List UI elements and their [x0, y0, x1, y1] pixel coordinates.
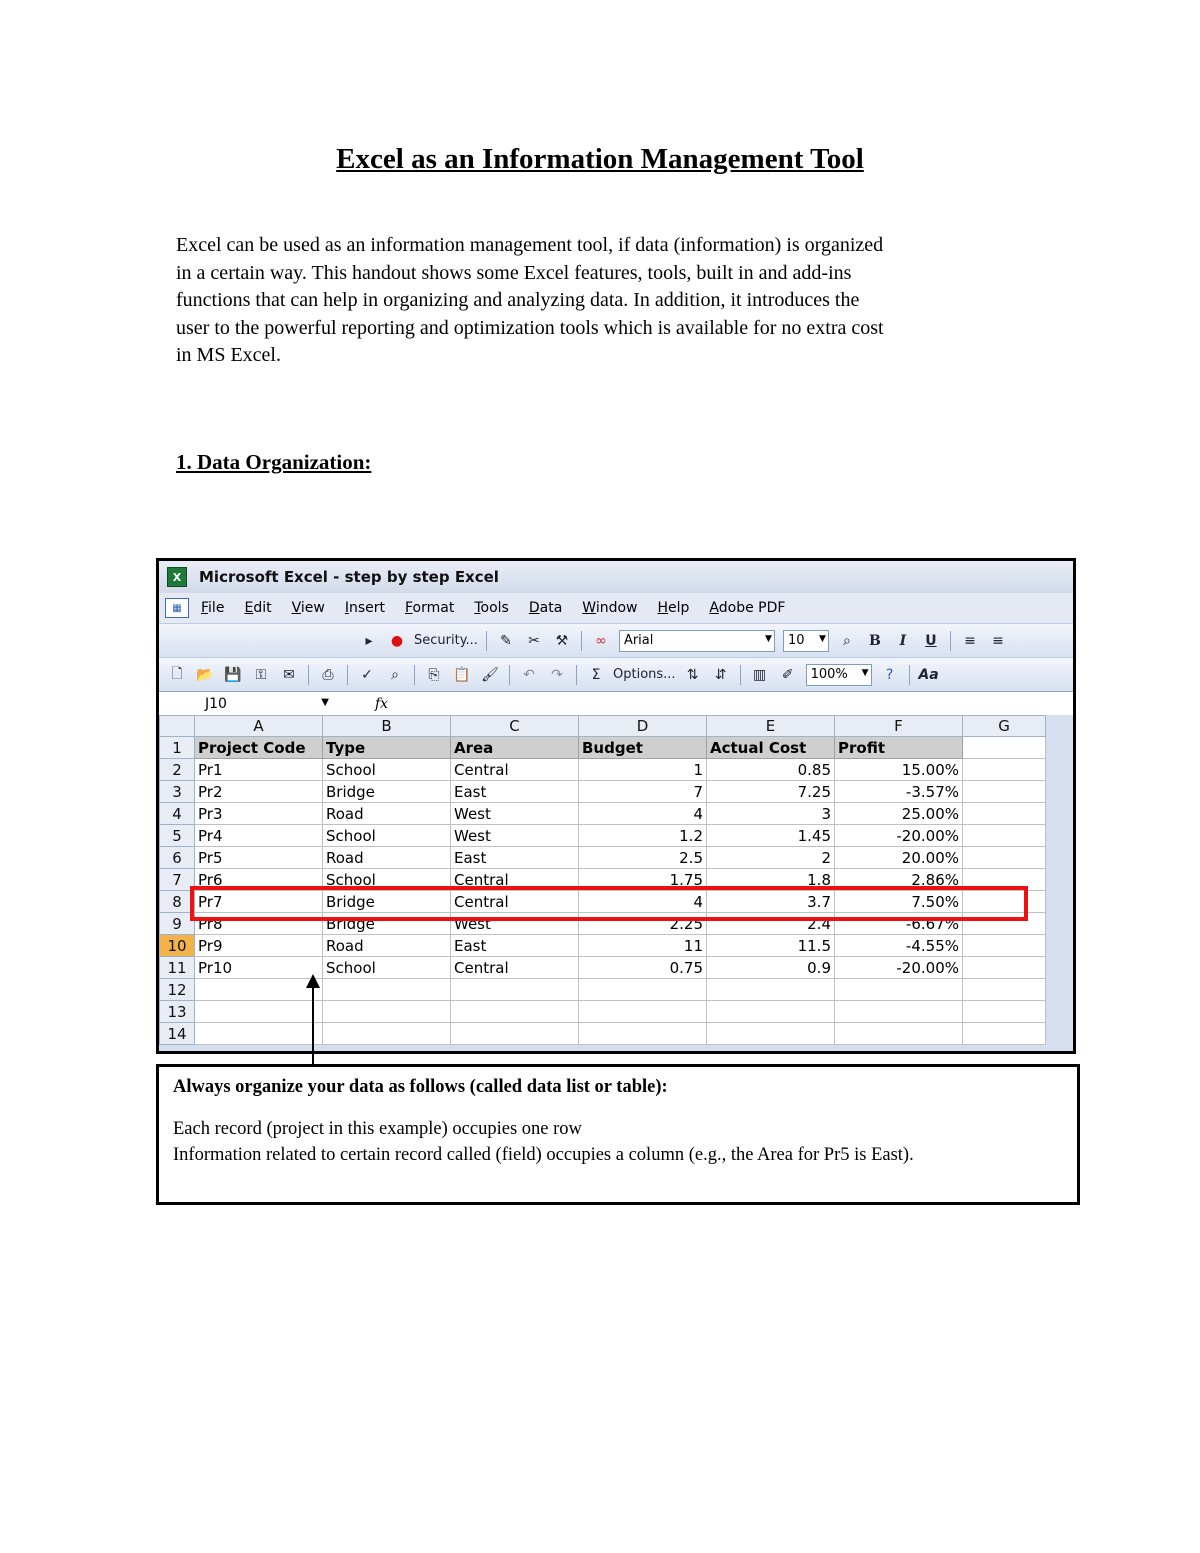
empty-cell[interactable]: [707, 1001, 835, 1023]
column-header[interactable]: B: [323, 716, 451, 737]
chevron-down-icon: ▼: [861, 667, 869, 678]
empty-cell[interactable]: [579, 979, 707, 1001]
cell[interactable]: Pr6: [195, 869, 323, 891]
cell[interactable]: Bridge: [323, 891, 451, 913]
cell[interactable]: 1: [579, 759, 707, 781]
toolbar-separator: [909, 665, 910, 685]
tools-icon[interactable]: ✂: [528, 632, 540, 649]
table-row: [160, 825, 1046, 847]
cell[interactable]: Pr10: [195, 957, 323, 979]
font-size-value: 10: [787, 633, 805, 648]
table-row: [160, 979, 1046, 1001]
font-name-value: Arial: [623, 633, 654, 648]
align-left-icon[interactable]: ≡: [964, 632, 976, 649]
wizard-icon[interactable]: ✎: [500, 632, 512, 649]
menu-view[interactable]: View: [291, 600, 325, 616]
cell[interactable]: West: [451, 825, 579, 847]
underline-button[interactable]: U: [925, 632, 937, 649]
cell[interactable]: Bridge: [323, 913, 451, 935]
cell[interactable]: -6.67%: [835, 913, 963, 935]
cell[interactable]: Pr2: [195, 781, 323, 803]
cell[interactable]: 20.00%: [835, 847, 963, 869]
column-header[interactable]: G: [963, 716, 1046, 737]
cell[interactable]: School: [323, 869, 451, 891]
toolbar-separator: [581, 631, 582, 651]
name-box[interactable]: [165, 694, 329, 713]
excel-title-bar: [159, 561, 1073, 593]
spreadsheet-grid: [159, 715, 1046, 1045]
help-icon[interactable]: ?: [885, 666, 894, 683]
empty-cell[interactable]: [835, 979, 963, 1001]
formula-bar: [159, 691, 1073, 715]
zoom-value: 100%: [810, 667, 848, 682]
select-all-corner[interactable]: [160, 716, 195, 737]
menu-bar: [159, 593, 1073, 623]
empty-cell[interactable]: [963, 1023, 1046, 1045]
note-box: [156, 1064, 1080, 1205]
menu-file[interactable]: File: [201, 600, 225, 616]
cell[interactable]: School: [323, 957, 451, 979]
cell[interactable]: West: [451, 913, 579, 935]
cell[interactable]: 11.5: [707, 935, 835, 957]
column-header[interactable]: F: [835, 716, 963, 737]
table-row: [160, 759, 1046, 781]
link-icon[interactable]: ∞: [595, 632, 607, 649]
section-heading: 1. Data Organization:: [176, 450, 372, 474]
row-number[interactable]: 1: [160, 737, 195, 759]
intro-paragraph: [176, 232, 1036, 370]
cell[interactable]: School: [323, 825, 451, 847]
zoom-select[interactable]: [806, 664, 872, 686]
empty-cell[interactable]: [323, 1001, 451, 1023]
drawing-icon[interactable]: ✐: [781, 666, 794, 683]
empty-cell[interactable]: [451, 979, 579, 1001]
empty-cell[interactable]: [195, 1023, 323, 1045]
window-title: Microsoft Excel - step by step Excel: [199, 568, 499, 586]
note-line: Information related to certain record called (field) occupies a column (e.g., the Area for Pr5 is East).: [173, 1145, 914, 1165]
table-row: [160, 737, 1046, 759]
empty-cell[interactable]: [195, 1001, 323, 1023]
page-title: Excel as an Information Management Tool: [336, 143, 864, 175]
cell[interactable]: 0.9: [707, 957, 835, 979]
cell[interactable]: 1.75: [579, 869, 707, 891]
excel-screenshot: [156, 558, 1076, 1054]
row-number[interactable]: 3: [160, 781, 195, 803]
cell[interactable]: Pr4: [195, 825, 323, 847]
toolbar-separator: [740, 665, 741, 685]
cell[interactable]: West: [451, 803, 579, 825]
header-cell[interactable]: Actual Cost: [707, 737, 835, 759]
menu-data[interactable]: Data: [528, 600, 563, 616]
empty-cell[interactable]: [963, 847, 1046, 869]
undo-icon[interactable]: ↶: [523, 666, 535, 683]
excel-app-icon: X: [167, 567, 187, 587]
table-row: [160, 781, 1046, 803]
arrow-line: [312, 986, 314, 1064]
print-icon[interactable]: ⎙: [322, 666, 334, 683]
new-icon[interactable]: 🗋: [171, 665, 183, 682]
cell[interactable]: East: [451, 781, 579, 803]
empty-cell[interactable]: [963, 803, 1046, 825]
toolbar-separator: [950, 631, 951, 651]
redo-icon[interactable]: ↷: [551, 666, 563, 683]
empty-cell[interactable]: [579, 1023, 707, 1045]
security-button[interactable]: Security...: [414, 633, 478, 648]
table-row: [160, 847, 1046, 869]
row-number[interactable]: 9: [160, 913, 195, 935]
cell[interactable]: 7.50%: [835, 891, 963, 913]
empty-cell[interactable]: [707, 979, 835, 1001]
paste-icon[interactable]: 📋: [453, 666, 471, 683]
toolbar-separator: [414, 665, 415, 685]
cell[interactable]: 3.7: [707, 891, 835, 913]
find-icon[interactable]: ⌕: [843, 632, 851, 649]
cell[interactable]: 1.45: [707, 825, 835, 847]
copy-icon[interactable]: ⎘: [428, 666, 440, 683]
row-number[interactable]: 8: [160, 891, 195, 913]
empty-cell[interactable]: [963, 781, 1046, 803]
table-row: [160, 1001, 1046, 1023]
column-header[interactable]: D: [579, 716, 707, 737]
note-heading: Always organize your data as follows (called data list or table):: [173, 1077, 668, 1097]
cell[interactable]: 1.2: [579, 825, 707, 847]
row-number[interactable]: 14: [160, 1023, 195, 1045]
cell[interactable]: Central: [451, 891, 579, 913]
format-painter-icon[interactable]: 🖌: [481, 666, 499, 683]
research-icon[interactable]: ⌕: [391, 666, 399, 683]
cell[interactable]: 2: [707, 847, 835, 869]
cell[interactable]: Pr3: [195, 803, 323, 825]
workbook-icon[interactable]: ▦: [165, 598, 189, 618]
permission-icon[interactable]: ⚿: [255, 666, 267, 683]
row-number[interactable]: 2: [160, 759, 195, 781]
cell[interactable]: -20.00%: [835, 957, 963, 979]
chevron-down-icon: ▼: [819, 633, 826, 644]
cell[interactable]: Road: [323, 935, 451, 957]
styles-button[interactable]: Aa: [918, 666, 939, 683]
toolbar-separator: [347, 665, 348, 685]
row-number[interactable]: 10: [160, 935, 195, 957]
font-size-select[interactable]: [783, 630, 829, 652]
row-number[interactable]: 4: [160, 803, 195, 825]
column-header[interactable]: E: [707, 716, 835, 737]
empty-cell[interactable]: [963, 737, 1046, 759]
column-header[interactable]: C: [451, 716, 579, 737]
cell[interactable]: Pr8: [195, 913, 323, 935]
menu-help[interactable]: Help: [657, 600, 690, 616]
menu-window[interactable]: Window: [582, 600, 638, 616]
cell[interactable]: 11: [579, 935, 707, 957]
header-cell[interactable]: Project Code: [195, 737, 323, 759]
highlight-box: [190, 886, 1028, 921]
cell[interactable]: 15.00%: [835, 759, 963, 781]
formatting-toolbar: [159, 623, 1073, 657]
cell[interactable]: 1.8: [707, 869, 835, 891]
cell[interactable]: 25.00%: [835, 803, 963, 825]
bold-button[interactable]: B: [869, 632, 881, 649]
menu-edit[interactable]: Edit: [244, 600, 272, 616]
menu-insert[interactable]: Insert: [344, 600, 385, 616]
open-icon[interactable]: 📂: [196, 666, 214, 683]
cell[interactable]: Bridge: [323, 781, 451, 803]
intro-line: Excel can be used as an information management tool, if data (information) is organized: [176, 234, 884, 256]
row-number[interactable]: 12: [160, 979, 195, 1001]
cell[interactable]: School: [323, 759, 451, 781]
column-header-row: [160, 716, 1046, 737]
play-icon[interactable]: ▸: [365, 632, 373, 649]
cell[interactable]: Central: [451, 759, 579, 781]
toolbar-separator: [308, 665, 309, 685]
row-number[interactable]: 11: [160, 957, 195, 979]
menu-tools[interactable]: Tools: [474, 600, 509, 616]
cell[interactable]: East: [451, 847, 579, 869]
align-center-icon[interactable]: ≡: [992, 632, 1004, 649]
cell[interactable]: -3.57%: [835, 781, 963, 803]
options-button[interactable]: Options...: [613, 667, 676, 682]
toolbar-separator: [486, 631, 487, 651]
header-cell[interactable]: Area: [451, 737, 579, 759]
cell[interactable]: Road: [323, 847, 451, 869]
design-mode-icon[interactable]: ⚒: [555, 632, 569, 649]
row-number[interactable]: 7: [160, 869, 195, 891]
cell[interactable]: Central: [451, 869, 579, 891]
empty-cell[interactable]: [963, 825, 1046, 847]
menu-format[interactable]: Format: [404, 600, 455, 616]
empty-cell[interactable]: [963, 979, 1046, 1001]
menu-adobe-pdf[interactable]: Adobe PDF: [709, 600, 786, 616]
row-number[interactable]: 13: [160, 1001, 195, 1023]
table-row: [160, 935, 1046, 957]
row-number[interactable]: 6: [160, 847, 195, 869]
table-row: [160, 803, 1046, 825]
font-name-select[interactable]: [619, 630, 775, 652]
cell[interactable]: 2.5: [579, 847, 707, 869]
cell[interactable]: Pr9: [195, 935, 323, 957]
chevron-down-icon: ▼: [765, 633, 772, 644]
empty-cell[interactable]: [963, 1001, 1046, 1023]
empty-cell[interactable]: [835, 1023, 963, 1045]
empty-cell[interactable]: [579, 1001, 707, 1023]
cell[interactable]: -4.55%: [835, 935, 963, 957]
save-icon[interactable]: 💾: [224, 666, 242, 683]
intro-line: in a certain way. This handout shows some Excel features, tools, built in and add-ins: [176, 261, 852, 284]
cell[interactable]: East: [451, 935, 579, 957]
cell[interactable]: 7: [579, 781, 707, 803]
note-line: Each record (project in this example) occupies one row: [173, 1119, 582, 1139]
spelling-icon[interactable]: ✓: [361, 666, 373, 683]
intro-line: functions that can help in organizing and analyzing data. In addition, it introduces the: [176, 289, 860, 311]
cell[interactable]: Road: [323, 803, 451, 825]
empty-cell[interactable]: [963, 759, 1046, 781]
empty-cell[interactable]: [323, 979, 451, 1001]
cell[interactable]: 0.85: [707, 759, 835, 781]
header-cell[interactable]: Type: [323, 737, 451, 759]
column-header[interactable]: A: [195, 716, 323, 737]
table-row: [160, 1023, 1046, 1045]
empty-cell[interactable]: [707, 1023, 835, 1045]
cell[interactable]: 4: [579, 803, 707, 825]
empty-cell[interactable]: [963, 935, 1046, 957]
cell[interactable]: 2.4: [707, 913, 835, 935]
cell[interactable]: 3: [707, 803, 835, 825]
chart-icon[interactable]: ▥: [752, 666, 767, 683]
table-row: [160, 957, 1046, 979]
sort-descending-icon[interactable]: ⇵: [714, 666, 727, 683]
name-box-value: J10: [205, 695, 227, 712]
empty-cell[interactable]: [451, 1023, 579, 1045]
cell[interactable]: Central: [451, 957, 579, 979]
cell[interactable]: 2.86%: [835, 869, 963, 891]
standard-toolbar: [159, 657, 1073, 691]
empty-cell[interactable]: [451, 1001, 579, 1023]
sort-ascending-icon[interactable]: ⇅: [686, 666, 699, 683]
cell[interactable]: 0.75: [579, 957, 707, 979]
cell[interactable]: 7.25: [707, 781, 835, 803]
empty-cell[interactable]: [195, 979, 323, 1001]
empty-cell[interactable]: [963, 957, 1046, 979]
email-icon[interactable]: ✉: [283, 666, 295, 683]
autosum-button[interactable]: Σ: [591, 666, 601, 683]
cell[interactable]: Pr1: [195, 759, 323, 781]
header-cell[interactable]: Budget: [579, 737, 707, 759]
cell[interactable]: -20.00%: [835, 825, 963, 847]
toolbar-separator: [509, 665, 510, 685]
fx-icon[interactable]: fx: [375, 695, 389, 712]
cell[interactable]: Pr5: [195, 847, 323, 869]
chevron-down-icon: ▼: [321, 697, 329, 708]
empty-cell[interactable]: [323, 1023, 451, 1045]
cell[interactable]: Pr7: [195, 891, 323, 913]
row-number[interactable]: 5: [160, 825, 195, 847]
italic-button[interactable]: I: [899, 632, 907, 649]
intro-line: user to the powerful reporting and optimization tools which is available for no extra cost: [176, 316, 884, 339]
cell[interactable]: 2.25: [579, 913, 707, 935]
toolbar-separator: [576, 665, 577, 685]
cell[interactable]: 4: [579, 891, 707, 913]
intro-line: in MS Excel.: [176, 344, 281, 366]
header-cell[interactable]: Profit: [835, 737, 963, 759]
empty-cell[interactable]: [835, 1001, 963, 1023]
record-icon[interactable]: ●: [390, 632, 404, 649]
